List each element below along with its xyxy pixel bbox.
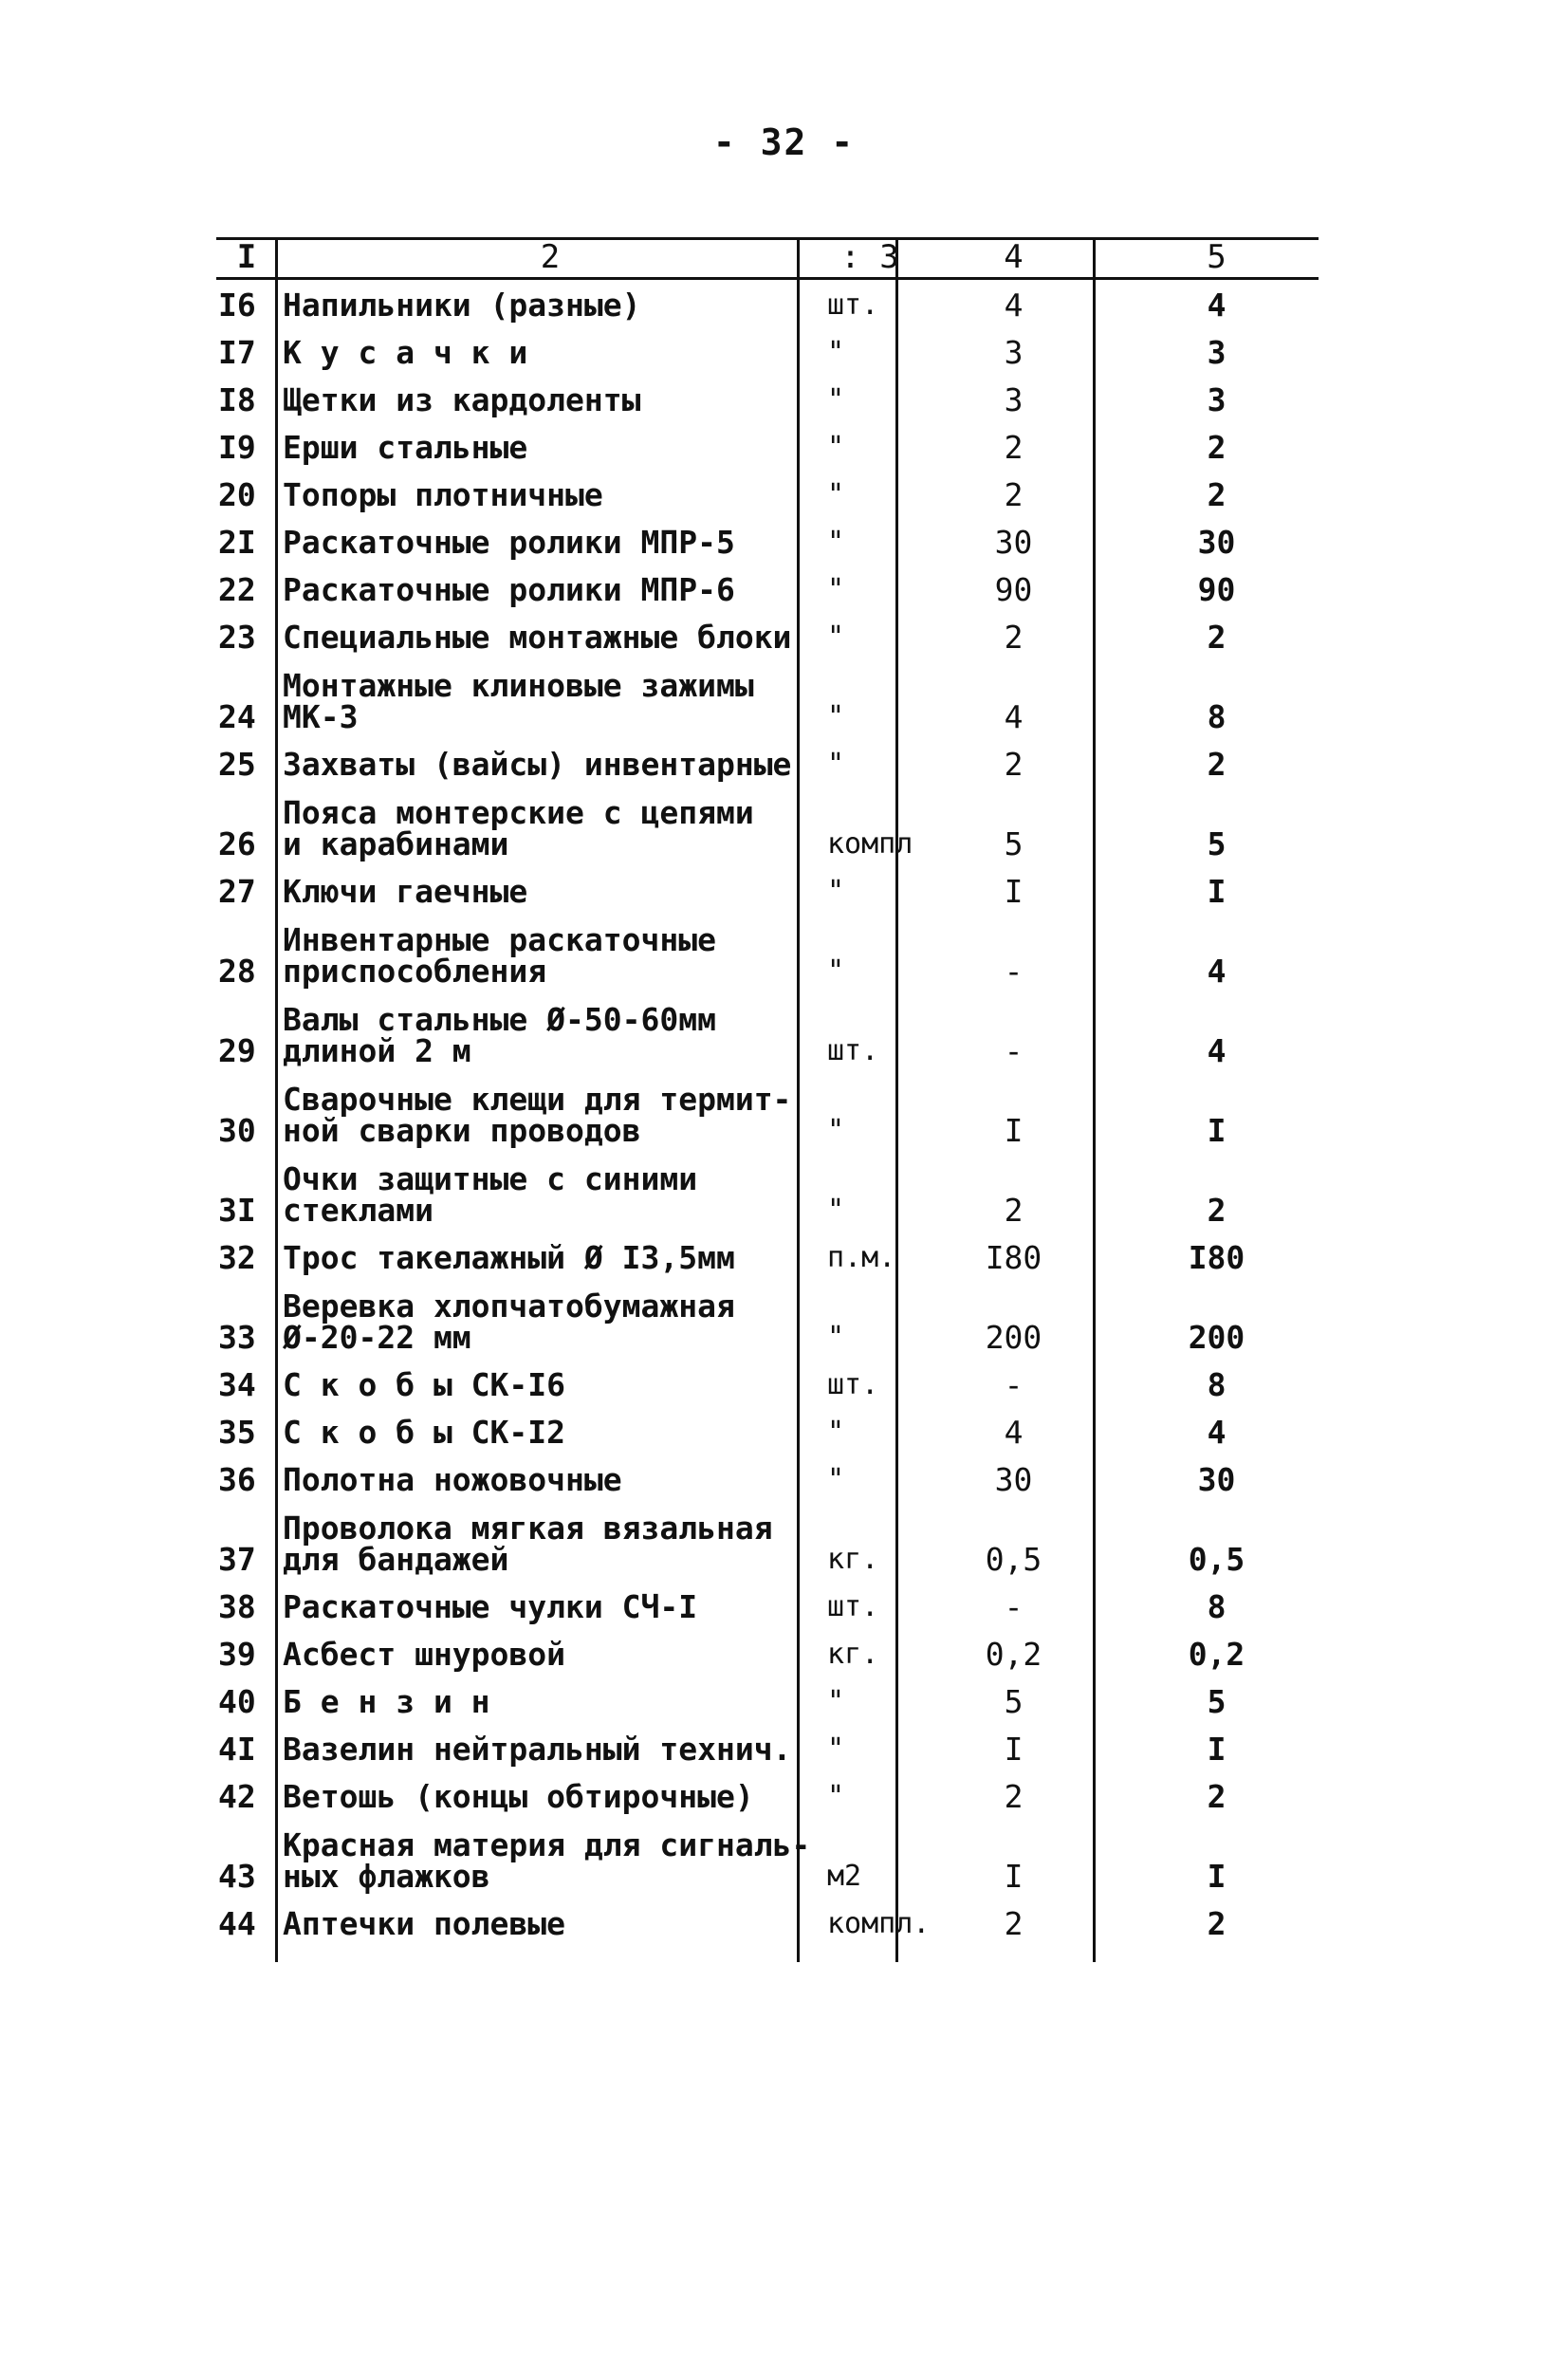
item-name: Инвентарные раскаточные приспособления: [283, 921, 716, 990]
quantity-col4: -: [1004, 1032, 1024, 1069]
quantity-col5: I80: [1188, 1239, 1245, 1276]
table-row: [216, 657, 1319, 736]
unit: ": [827, 875, 845, 908]
quantity-col5: 5: [1207, 825, 1227, 862]
quantity-col5: 3: [1207, 334, 1227, 371]
row-number: 36: [218, 1461, 256, 1498]
table-row: [216, 1579, 1319, 1626]
item-name: Б е н з и н: [283, 1683, 490, 1720]
table-row: [216, 1452, 1319, 1499]
item-name: Вазелин нейтральный технич.: [283, 1731, 792, 1768]
item-name: Асбест шнуровой: [283, 1636, 566, 1673]
materials-table: [216, 237, 1319, 1943]
quantity-col4: 4: [1004, 1414, 1024, 1451]
unit: ": [827, 1732, 845, 1766]
unit: ": [827, 526, 845, 559]
quantity-col4: 90: [994, 571, 1033, 608]
quantity-col4: 5: [1004, 1683, 1024, 1720]
unit: ": [827, 1463, 845, 1496]
quantity-col4: 5: [1004, 825, 1024, 862]
table-row: [216, 1357, 1319, 1404]
unit: п.м.: [827, 1241, 896, 1274]
row-number: I9: [218, 429, 256, 466]
row-number: 35: [218, 1414, 256, 1451]
row-number: 28: [218, 953, 256, 990]
item-name: Проволока мягкая вязальная для бандажей: [283, 1510, 773, 1578]
quantity-col4: 3: [1004, 381, 1024, 418]
quantity-col5: 5: [1207, 1683, 1227, 1720]
row-number: I6: [218, 287, 256, 324]
table-row: [216, 1896, 1319, 1943]
quantity-col5: 200: [1188, 1319, 1245, 1356]
table-row: [216, 736, 1319, 784]
unit: кг.: [827, 1543, 879, 1576]
table-row: [216, 1070, 1319, 1150]
row-number: 27: [218, 873, 256, 910]
column-header: : 3: [840, 237, 899, 276]
quantity-col4: I: [1004, 1112, 1024, 1149]
row-number: 22: [218, 571, 256, 608]
item-name: Трос такелажный Ø I3,5мм: [283, 1239, 735, 1276]
row-number: 4I: [218, 1731, 256, 1768]
row-number: 29: [218, 1032, 256, 1069]
table-row: [216, 562, 1319, 609]
unit: ": [827, 1416, 845, 1449]
quantity-col5: 30: [1197, 524, 1236, 561]
item-name: Раскаточные ролики МПР-6: [283, 571, 735, 608]
column-header: I: [236, 237, 257, 276]
row-number: 30: [218, 1112, 256, 1149]
quantity-col5: 4: [1207, 1032, 1227, 1069]
table-row: [216, 372, 1319, 419]
unit: ": [827, 1780, 845, 1813]
unit: ": [827, 700, 845, 733]
table-row: [216, 1674, 1319, 1721]
quantity-col4: 30: [994, 1461, 1033, 1498]
column-header: 5: [1207, 237, 1227, 276]
item-name: Монтажные клиновые зажимы МК-3: [283, 667, 754, 735]
column-header: 4: [1004, 237, 1024, 276]
unit: шт.: [827, 1590, 879, 1623]
table-row: [216, 1721, 1319, 1769]
row-number: 32: [218, 1239, 256, 1276]
quantity-col4: 2: [1004, 1905, 1024, 1942]
item-name: С к о б ы СК-I2: [283, 1414, 566, 1451]
item-name: Очки защитные с синими стеклами: [283, 1160, 698, 1229]
quantity-col4: 0,5: [985, 1541, 1042, 1578]
item-name: К у с а ч к и: [283, 334, 528, 371]
unit: ": [827, 748, 845, 781]
quantity-col5: 4: [1207, 953, 1227, 990]
row-number: 3I: [218, 1192, 256, 1229]
table-row: [216, 1230, 1319, 1277]
row-number: I7: [218, 334, 256, 371]
row-number: I8: [218, 381, 256, 418]
quantity-col4: -: [1004, 953, 1024, 990]
table-row: [216, 1769, 1319, 1816]
item-name: Раскаточные ролики МПР-5: [283, 524, 735, 561]
item-name: Щетки из кардоленты: [283, 381, 641, 418]
quantity-col5: 2: [1207, 619, 1227, 656]
item-name: Аптечки полевые: [283, 1905, 566, 1942]
table-row: [216, 991, 1319, 1070]
quantity-col5: I: [1207, 873, 1227, 910]
unit: ": [827, 336, 845, 369]
quantity-col4: I80: [985, 1239, 1042, 1276]
table-row: [216, 1499, 1319, 1579]
item-name: Раскаточные чулки СЧ-I: [283, 1588, 698, 1625]
row-number: 2I: [218, 524, 256, 561]
quantity-col5: 3: [1207, 381, 1227, 418]
table-body: [216, 237, 1319, 1943]
quantity-col4: 4: [1004, 287, 1024, 324]
item-name: Специальные монтажные блоки: [283, 619, 792, 656]
item-name: Пояса монтерские с цепями и карабинами: [283, 794, 754, 862]
quantity-col5: 4: [1207, 1414, 1227, 1451]
quantity-col5: 2: [1207, 746, 1227, 783]
quantity-col4: 2: [1004, 746, 1024, 783]
quantity-col4: 3: [1004, 334, 1024, 371]
quantity-col4: 2: [1004, 1778, 1024, 1815]
item-name: Сварочные клещи для термит- ной сварки проводов: [283, 1081, 792, 1149]
unit: кг.: [827, 1638, 879, 1671]
table-row: [216, 467, 1319, 514]
row-number: 33: [218, 1319, 256, 1356]
table-row: [216, 514, 1319, 562]
table-row: [216, 324, 1319, 372]
quantity-col5: I: [1207, 1858, 1227, 1895]
row-number: 37: [218, 1541, 256, 1578]
unit: ": [827, 573, 845, 606]
quantity-col5: 2: [1207, 1905, 1227, 1942]
quantity-col4: 4: [1004, 698, 1024, 735]
row-number: 43: [218, 1858, 256, 1895]
row-number: 42: [218, 1778, 256, 1815]
quantity-col5: 4: [1207, 287, 1227, 324]
row-number: 40: [218, 1683, 256, 1720]
table-row: [216, 1816, 1319, 1896]
item-name: Ерши стальные: [283, 429, 528, 466]
unit: компл.: [827, 1907, 931, 1940]
quantity-col5: 2: [1207, 476, 1227, 513]
row-number: 38: [218, 1588, 256, 1625]
column-header: 2: [540, 237, 561, 276]
quantity-col5: 30: [1197, 1461, 1236, 1498]
table-row: [216, 1277, 1319, 1357]
item-name: Полотна ножовочные: [283, 1461, 622, 1498]
unit: ": [827, 954, 845, 988]
quantity-col4: 200: [985, 1319, 1042, 1356]
quantity-col5: 8: [1207, 1588, 1227, 1625]
quantity-col5: 2: [1207, 429, 1227, 466]
quantity-col4: I: [1004, 1731, 1024, 1768]
item-name: Красная материя для сигналь- ных флажков: [283, 1826, 811, 1895]
unit: ": [827, 478, 845, 511]
quantity-col4: -: [1004, 1588, 1024, 1625]
table-header-row: [216, 237, 1319, 277]
item-name: С к о б ы СК-I6: [283, 1366, 566, 1403]
row-number: 39: [218, 1636, 256, 1673]
item-name: Веревка хлопчатобумажная Ø-20-22 мм: [283, 1288, 735, 1356]
item-name: Ветошь (концы обтирочные): [283, 1778, 754, 1815]
row-number: 34: [218, 1366, 256, 1403]
table-row: [216, 863, 1319, 911]
row-number: 24: [218, 698, 256, 735]
row-number: 44: [218, 1905, 256, 1942]
quantity-col5: I: [1207, 1112, 1227, 1149]
table-row: [216, 277, 1319, 324]
item-name: Напильники (разные): [283, 287, 641, 324]
quantity-col4: 2: [1004, 476, 1024, 513]
quantity-col4: I: [1004, 1858, 1024, 1895]
quantity-col4: I: [1004, 873, 1024, 910]
table-row: [216, 419, 1319, 467]
quantity-col5: I: [1207, 1731, 1227, 1768]
row-number: 25: [218, 746, 256, 783]
quantity-col5: 0,5: [1188, 1541, 1245, 1578]
unit: ": [827, 1194, 845, 1227]
table-row: [216, 784, 1319, 863]
unit: ": [827, 1321, 845, 1354]
unit: шт.: [827, 1368, 879, 1401]
unit: ": [827, 383, 845, 417]
quantity-col4: 0,2: [985, 1636, 1042, 1673]
quantity-col5: 2: [1207, 1192, 1227, 1229]
item-name: Захваты (вайсы) инвентарные: [283, 746, 792, 783]
table-row: [216, 1404, 1319, 1452]
table-row: [216, 911, 1319, 991]
unit: компл: [827, 827, 913, 861]
table-row: [216, 1150, 1319, 1230]
quantity-col4: -: [1004, 1366, 1024, 1403]
unit: ": [827, 1685, 845, 1718]
page-number: - 32 -: [712, 121, 856, 163]
quantity-col4: 2: [1004, 429, 1024, 466]
unit: ": [827, 1114, 845, 1147]
table-row: [216, 1626, 1319, 1674]
quantity-col4: 2: [1004, 619, 1024, 656]
quantity-col4: 2: [1004, 1192, 1024, 1229]
table-row: [216, 609, 1319, 657]
unit: ": [827, 431, 845, 464]
quantity-col4: 30: [994, 524, 1033, 561]
row-number: 26: [218, 825, 256, 862]
unit: шт.: [827, 1034, 879, 1067]
unit: шт.: [827, 288, 879, 322]
item-name: Ключи гаечные: [283, 873, 528, 910]
quantity-col5: 8: [1207, 698, 1227, 735]
item-name: Топоры плотничные: [283, 476, 603, 513]
unit: ": [827, 621, 845, 654]
item-name: Валы стальные Ø-50-60мм длиной 2 м: [283, 1001, 716, 1069]
quantity-col5: 2: [1207, 1778, 1227, 1815]
quantity-col5: 0,2: [1188, 1636, 1245, 1673]
quantity-col5: 8: [1207, 1366, 1227, 1403]
quantity-col5: 90: [1197, 571, 1236, 608]
row-number: 20: [218, 476, 256, 513]
unit: м2: [827, 1860, 862, 1893]
row-number: 23: [218, 619, 256, 656]
